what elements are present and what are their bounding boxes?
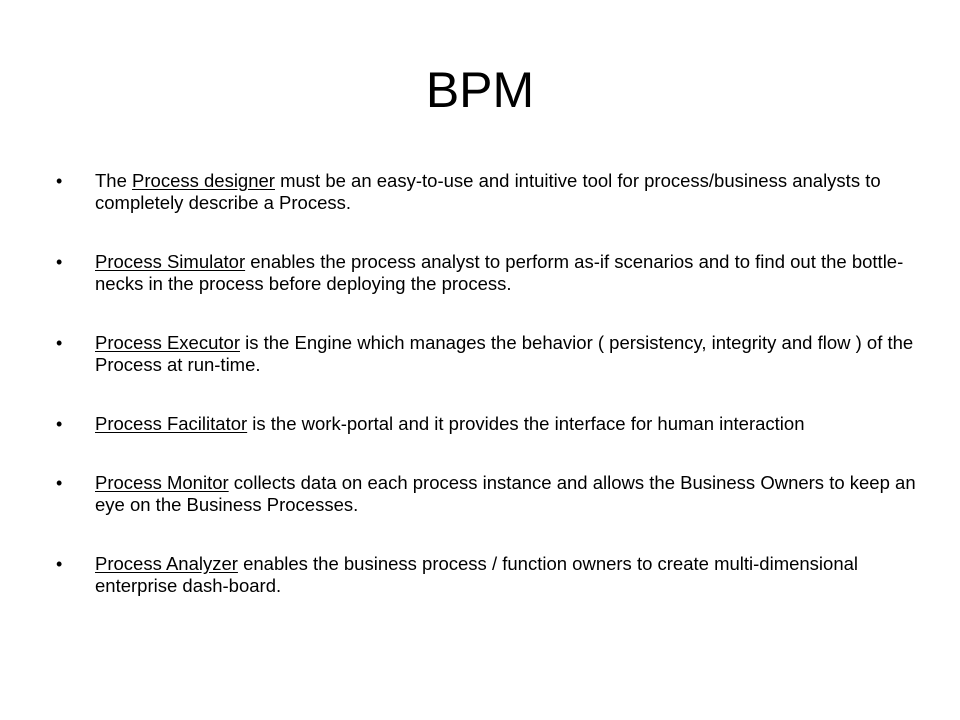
bullet-glyph: • — [56, 252, 63, 272]
bullet-item-process-simulator — [56, 251, 916, 295]
bullet-glyph: • — [56, 554, 63, 574]
bullet-glyph: • — [56, 333, 63, 353]
slide-title: BPM — [425, 62, 535, 118]
term-process-simulator: Process Simulator — [95, 251, 246, 272]
bullet-item-process-designer — [56, 170, 916, 214]
bullet-glyph: • — [56, 414, 63, 434]
bullet-text: must be an easy-to-use and intuitive tool for process/business analysts to completely describe a Process. — [95, 170, 881, 213]
term-process-facilitator: Process Facilitator — [95, 413, 248, 434]
bullet-text: is the Engine which manages the behavior ( persistency, integrity and flow ) of the Process at run-time. — [95, 332, 914, 375]
term-process-designer: Process designer — [132, 170, 275, 191]
bullet-text: is the work-portal and it provides the interface for human interaction — [247, 413, 805, 434]
bullet-list — [56, 170, 916, 634]
bullet-glyph: • — [56, 171, 63, 191]
term-process-monitor: Process Monitor — [95, 472, 229, 493]
bullet-item-process-executor — [56, 332, 916, 376]
bullet-text: collects data on each process instance and allows the Business Owners to keep an eye on the Business Processes. — [95, 472, 916, 515]
term-process-analyzer: Process Analyzer — [95, 553, 238, 574]
bullet-text: enables the business process / function owners to create multi-dimensional enterprise dash-board. — [95, 553, 859, 596]
bullet-prefix: The — [95, 170, 133, 191]
bullet-item-process-facilitator — [56, 413, 916, 435]
term-process-executor: Process Executor — [95, 332, 240, 353]
bullet-item-process-monitor — [56, 472, 916, 516]
bullet-glyph: • — [56, 473, 63, 493]
bullet-text: enables the process analyst to perform as-if scenarios and to find out the bottle-necks in the process before deploying the process. — [95, 251, 904, 294]
bullet-item-process-analyzer — [56, 553, 916, 597]
